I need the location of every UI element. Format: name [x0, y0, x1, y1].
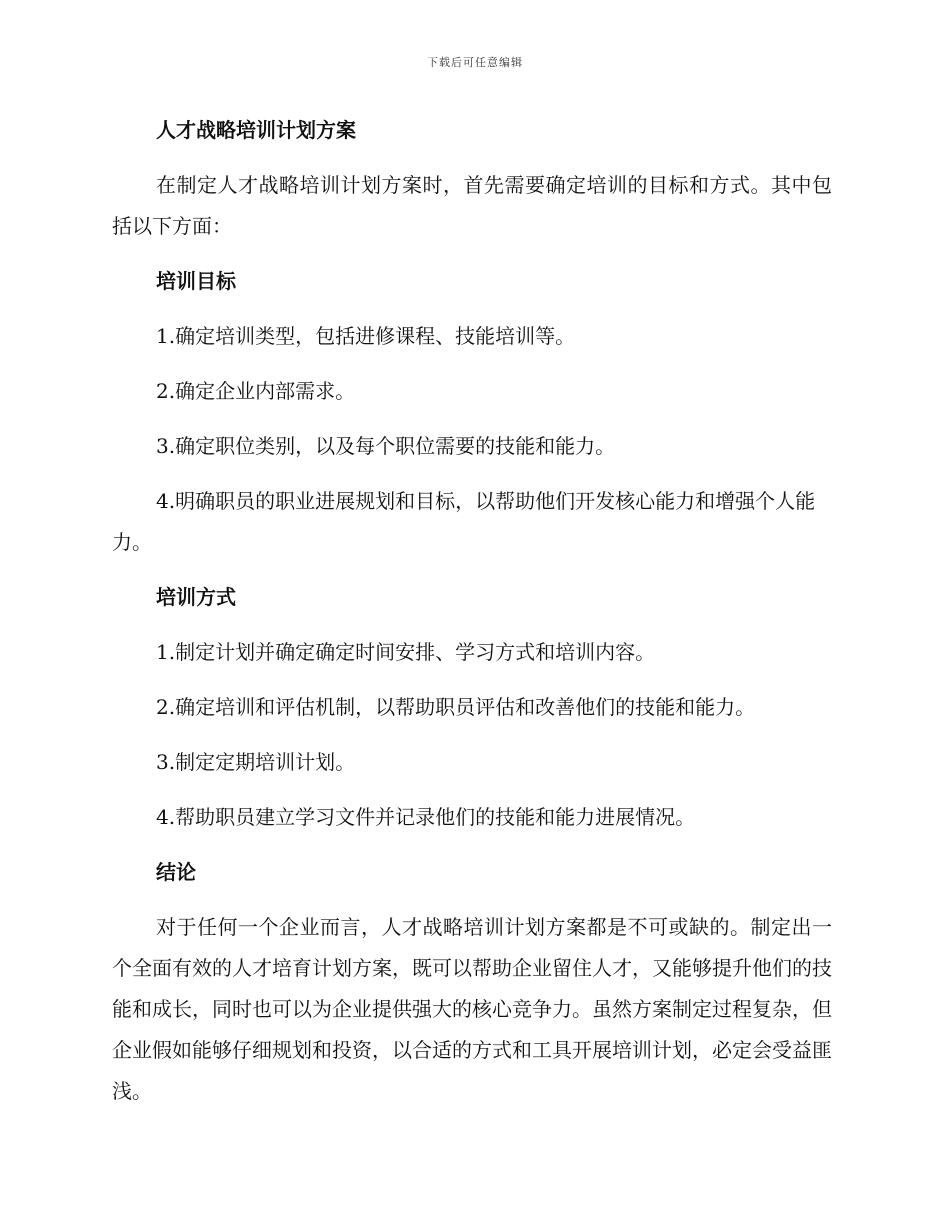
intro-paragraph: 在制定人才战略培训计划方案时，首先需要确定培训的目标和方式。其中包括以下方面： [112, 173, 832, 238]
goal-item-3: 3.确定职位类别，以及每个职位需要的技能和能力。 [156, 434, 616, 458]
section-heading-goals: 培训目标 [156, 269, 236, 293]
document-body [112, 110, 832, 1126]
method-item-4: 4.帮助职员建立学习文件并记录他们的技能和能力进展情况。 [156, 805, 696, 829]
section-heading-conclusion: 结论 [156, 860, 196, 884]
method-item-2: 2.确定培训和评估机制，以帮助职员评估和改善他们的技能和能力。 [156, 695, 756, 719]
section-heading-methods: 培训方式 [156, 585, 236, 609]
page-header: 下载后可任意编辑 [427, 56, 523, 69]
goal-item-1: 1.确定培训类型，包括进修课程、技能培训等。 [156, 324, 576, 348]
conclusion-paragraph: 对于任何一个企业而言，人才战略培训计划方案都是不可或缺的。制定出一个全面有效的人才培育计划方案，既可以帮助企业留住人才，又能够提升他们的技能和成长，同时也可以为企业提供强大的核心竞争力。虽然方案制定过程复杂，但企业假如能够仔细规划和投资，以合适的方式和工具开展培训计划，必定会受益匪浅。 [112, 915, 832, 1103]
goal-item-2: 2.确定企业内部需求。 [156, 379, 356, 403]
method-item-1: 1.制定计划并确定确定时间安排、学习方式和培训内容。 [156, 640, 656, 664]
document-title: 人才战略培训计划方案 [156, 118, 356, 142]
method-item-3: 3.制定定期培训计划。 [156, 750, 356, 774]
goal-item-4: 4.明确职员的职业进展规划和目标，以帮助他们开发核心能力和增强个人能力。 [112, 489, 816, 554]
